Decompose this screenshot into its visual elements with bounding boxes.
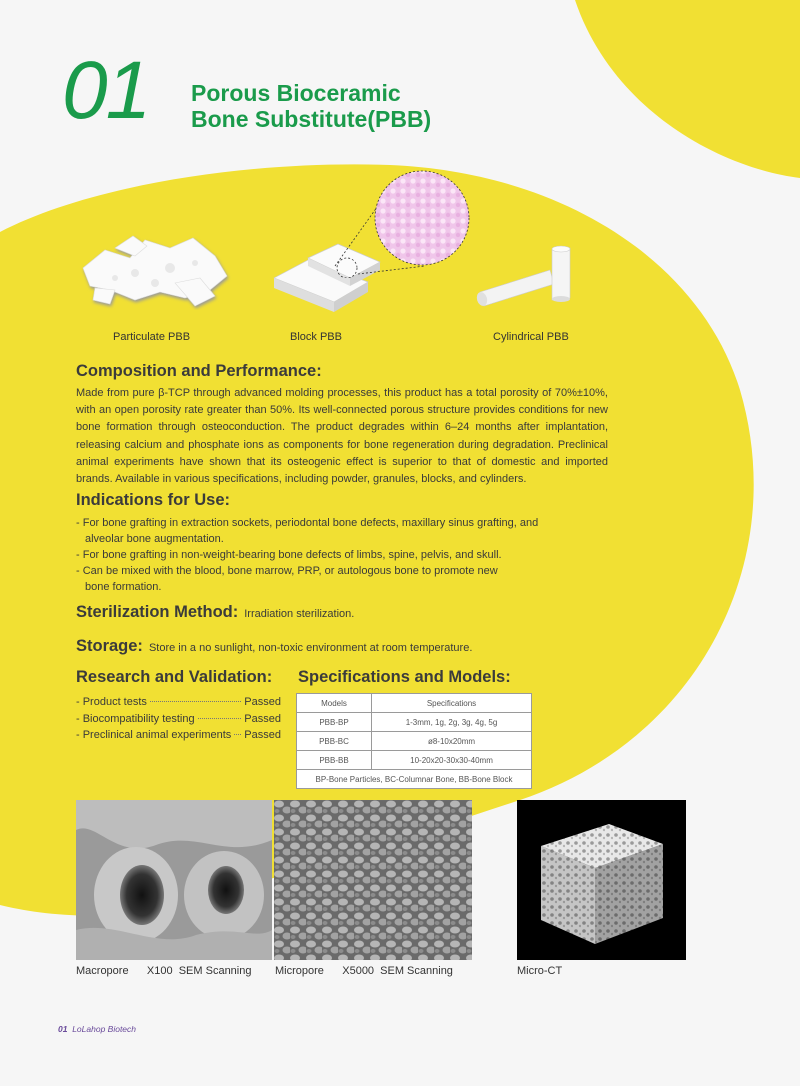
cylindrical-pbb-image — [470, 240, 580, 315]
title-line-2: Bone Substitute(PBB) — [191, 106, 432, 132]
list-item: - For bone grafting in non-weight-bearing bone defects of limbs, spine, pelvis, and skull. — [76, 549, 502, 561]
research-list — [76, 694, 281, 744]
table-note: BP-Bone Particles, BC-Columnar Bone, BB-Bone Block — [297, 770, 532, 789]
page-footer — [58, 1024, 136, 1034]
list-item: - Can be mixed with the blood, bone marrow, PRP, or autologous bone to promote new bone formation. — [76, 565, 498, 593]
particulate-pbb-image — [75, 228, 235, 310]
micro-ct-caption: Micro-CT — [517, 965, 563, 977]
footer-page-number: 01 — [58, 1024, 68, 1034]
page-title — [191, 80, 431, 132]
sterilization-section — [76, 603, 354, 622]
storage-heading: Storage: — [76, 637, 143, 655]
particulate-pbb-caption: Particulate PBB — [113, 331, 191, 343]
sterilization-text: Irradiation sterilization. — [244, 608, 355, 620]
list-item: - Product tests Passed — [76, 696, 281, 708]
storage-text: Store in a no sunlight, non-toxic environment at room temperature. — [148, 642, 473, 654]
list-item: - Preclinical animal experiments Passed — [76, 729, 281, 741]
footer-brand: LoLahop Biotech — [72, 1024, 137, 1034]
macropore-caption: Macropore X100 SEM Scanning — [76, 965, 252, 977]
composition-heading: Composition and Performance: — [76, 362, 322, 380]
indications-heading: Indications for Use: — [76, 491, 231, 509]
table-note-row — [297, 770, 532, 789]
table-header: Models — [297, 694, 372, 713]
macropore-sem-image — [76, 800, 272, 960]
indications-list — [76, 515, 546, 595]
table-row: PBB-BP 1-3mm, 1g, 2g, 3g, 4g, 5g — [297, 713, 532, 732]
pore-magnifier-image — [330, 168, 475, 278]
list-item: - Biocompatibility testing Passed — [76, 712, 281, 725]
table-row: PBB-BC ø8-10x20mm — [297, 732, 532, 751]
title-line-1: Porous Bioceramic — [191, 80, 401, 106]
storage-section — [76, 637, 472, 656]
cylindrical-pbb-caption: Cylindrical PBB — [493, 331, 569, 343]
micropore-caption: Micropore X5000 SEM Scanning — [275, 965, 453, 977]
table-header-row — [297, 694, 532, 713]
block-pbb-caption: Block PBB — [290, 331, 342, 343]
table-header: Specifications — [372, 694, 532, 713]
micro-ct-image — [517, 800, 686, 960]
table-row: PBB-BB 10-20x20-30x30-40mm — [297, 751, 532, 770]
sterilization-heading: Sterilization Method: — [76, 603, 239, 621]
list-item: - For bone grafting in extraction sockets, periodontal bone defects, maxillary sinus grafting, and alveolar bone augmentation. — [76, 517, 539, 545]
specs-heading: Specifications and Models: — [298, 668, 511, 686]
specs-table — [296, 693, 532, 789]
micropore-sem-image — [274, 800, 472, 960]
research-heading: Research and Validation: — [76, 668, 273, 686]
composition-text: Made from pure β-TCP through advanced molding processes, this product has a total porosity of 70%±10%, with an open porosity rate greater than 50%. Its well-connected porous structure provides conditions for new bone formation through osteoconduction. The product degrades within 6–24 months after implantation, releasing calcium and phosphate ions as components for bone regeneration during degradation. Preclinical animal experiments have shown that its osteogenic effect is superior to that of domestic and imported brands. Available in various specifications, including powder, granules, blocks, and cylinders. — [76, 387, 608, 486]
section-number: 01 — [62, 45, 150, 136]
